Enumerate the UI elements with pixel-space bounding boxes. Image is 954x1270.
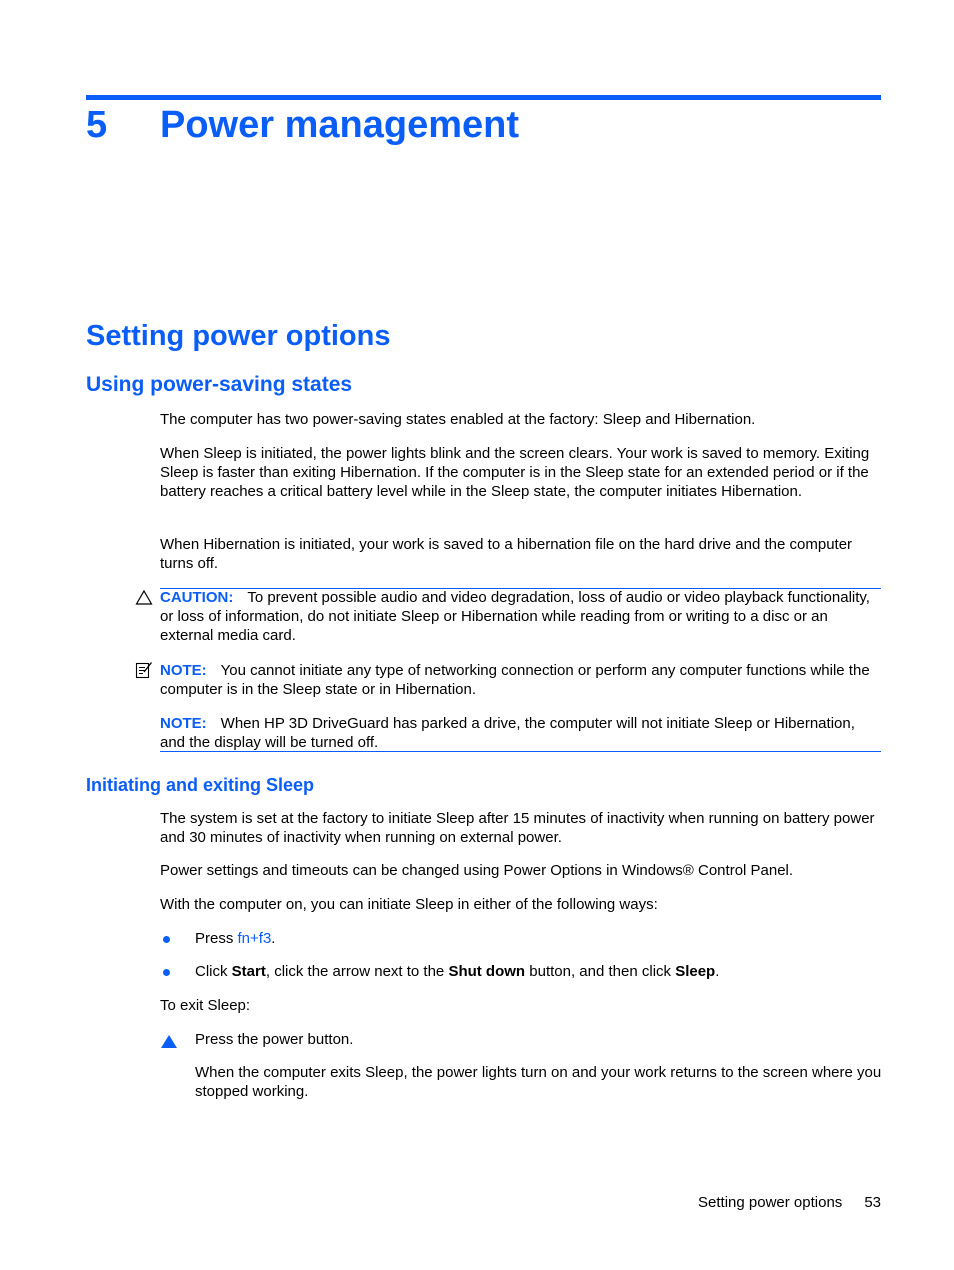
paragraph: With the computer on, you can initiate Sleep in either of the following ways: bbox=[160, 896, 658, 913]
chapter-rule bbox=[86, 95, 881, 100]
caution-text: To prevent possible audio and video degradation, loss of audio or video playback functionality, or loss of information, do not initiate Sleep or Hibernation while reading from or writing to a disc or an external media card. bbox=[160, 589, 870, 645]
note-label: NOTE: bbox=[160, 662, 207, 679]
paragraph: To exit Sleep: bbox=[160, 997, 251, 1014]
bullet-item bbox=[195, 962, 883, 981]
caution-callout bbox=[160, 588, 883, 646]
paragraph: The computer has two power-saving states enabled at the factory: Sleep and Hibernation. bbox=[160, 411, 756, 428]
paragraph: Power settings and timeouts can be changed using Power Options in Windows® Control Panel. bbox=[160, 862, 794, 879]
bullet-text: Click bbox=[195, 963, 232, 980]
key-combo: fn+f3 bbox=[237, 930, 272, 947]
note-callout bbox=[160, 661, 883, 699]
page-number: 53 bbox=[864, 1194, 881, 1211]
note-text: You cannot initiate any type of networking connection or perform any computer functions while the computer is in the Sleep state or in Hibernation. bbox=[160, 662, 870, 699]
note-text: When HP 3D DriveGuard has parked a drive, the computer will not initiate Sleep or Hibernation, and the display will be turned off. bbox=[160, 715, 855, 752]
ui-term: Shut down bbox=[448, 963, 526, 980]
bullet-text: . bbox=[271, 930, 276, 947]
step-result: When the computer exits Sleep, the power lights turn on and your work returns to the screen where you stopped working. bbox=[195, 1064, 882, 1101]
subsection-title: Using power-saving states bbox=[86, 373, 353, 396]
bullet-text: button, and then click bbox=[525, 963, 676, 980]
paragraph: The system is set at the factory to initiate Sleep after 15 minutes of inactivity when running on battery power and 30 minutes of inactivity when running on external power. bbox=[160, 810, 875, 847]
caution-label: CAUTION: bbox=[160, 589, 234, 606]
note-label: NOTE: bbox=[160, 715, 207, 732]
bullet-dot-icon bbox=[163, 936, 170, 943]
section-title: Setting power options bbox=[86, 320, 391, 352]
caution-triangle-icon bbox=[135, 589, 153, 607]
page-footer bbox=[698, 1193, 881, 1212]
bullet-text: Press bbox=[195, 930, 238, 947]
note-callout bbox=[160, 714, 883, 752]
step-triangle-icon bbox=[161, 1035, 177, 1048]
chapter-title-text: Power management bbox=[160, 104, 519, 146]
subsubsection-title: Initiating and exiting Sleep bbox=[86, 775, 315, 795]
paragraph: When Sleep is initiated, the power lights blink and the screen clears. Your work is saved to memory. Exiting Sleep is faster than exiting Hibernation. If the computer is in the Sleep state for an extended period or if the battery reaches a critical battery level while in the Sleep state, the computer initiates Hibernation. bbox=[160, 445, 870, 501]
ui-term: Start bbox=[231, 963, 266, 980]
bullet-item bbox=[195, 929, 883, 948]
step-text: Press the power button. bbox=[195, 1031, 354, 1048]
footer-section: Setting power options bbox=[698, 1194, 843, 1211]
paragraph: When Hibernation is initiated, your work is saved to a hibernation file on the hard drive and the computer turns off. bbox=[160, 536, 853, 573]
callout-bottom-rule bbox=[160, 751, 881, 752]
bullet-text: , click the arrow next to the bbox=[265, 963, 449, 980]
chapter-number: 5 bbox=[86, 104, 108, 146]
bullet-dot-icon bbox=[163, 969, 170, 976]
chapter-title bbox=[86, 101, 519, 149]
bullet-text: . bbox=[715, 963, 720, 980]
ui-term: Sleep bbox=[675, 963, 716, 980]
note-pad-icon bbox=[135, 661, 153, 679]
